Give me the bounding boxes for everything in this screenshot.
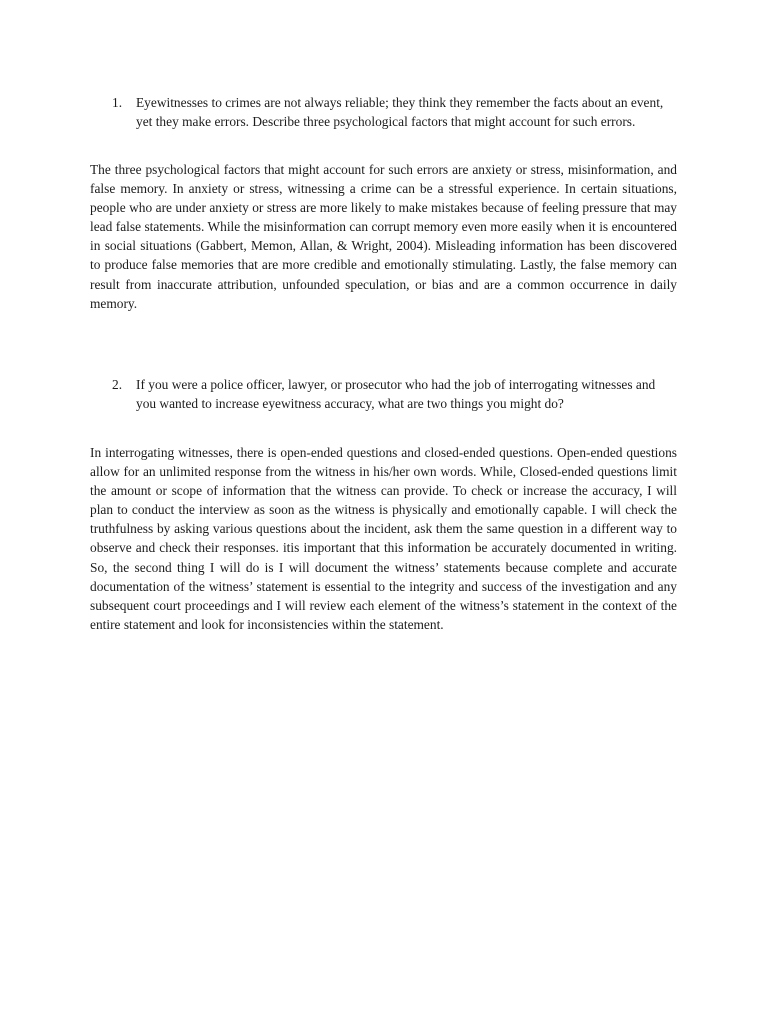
answer-2: In interrogating witnesses, there is open-ended questions and closed-ended questions. Open-ended questions allow for an unlimited response from the witness in his/her own words. While, Closed-ended questions limit the amount or scope of information that the witness can provide. To check or increase the accuracy, I will plan to conduct the interview as soon as the witness is physically and emotionally capable. I will check the truthfulness by asking various questions about the incident, ask them the same question in a different way to observe and check their responses. itis important that this information be accurately documented in writing. So, the second thing I will do is I will document the witness’ statements because complete and accurate documentation of the witness’ statement is essential to the integrity and success of the investigation and any subsequent court proceedings and I will review each element of the witness’s statement in the context of the entire statement and look for inconsistencies within the statement. bbox=[90, 445, 677, 632]
question-number: 1. bbox=[112, 95, 123, 110]
answer-1: The three psychological factors that might account for such errors are anxiety or stress, misinformation, and false memory. In anxiety or stress, witnessing a crime can be a stressful experience. In certain situations, people who are under anxiety or stress are more likely to make mistakes because of feeling pressure that may lead false statements. While the misinformation can corrupt memory even more easily when it is encountered in social situations (Gabbert, Memon, Allan, & Wright, 2004). Misleading information has been discovered to produce false memories that are more credible and emotionally stimulating. Lastly, the false memory can result from inaccurate attribution, unfounded speculation, or bias and are a common occurrence in daily memory. bbox=[90, 162, 677, 311]
question-text: If you were a police officer, lawyer, or prosecutor who had the job of interrogating witnesses and you wanted to increase eyewitness accuracy, what are two things you might do? bbox=[136, 377, 656, 411]
question-number: 2. bbox=[112, 377, 123, 392]
question-2 bbox=[112, 375, 682, 413]
question-1 bbox=[112, 93, 682, 131]
question-text: Eyewitnesses to crimes are not always reliable; they think they remember the facts about an event, yet they make errors. Describe three psychological factors that might account for such errors. bbox=[136, 95, 664, 129]
